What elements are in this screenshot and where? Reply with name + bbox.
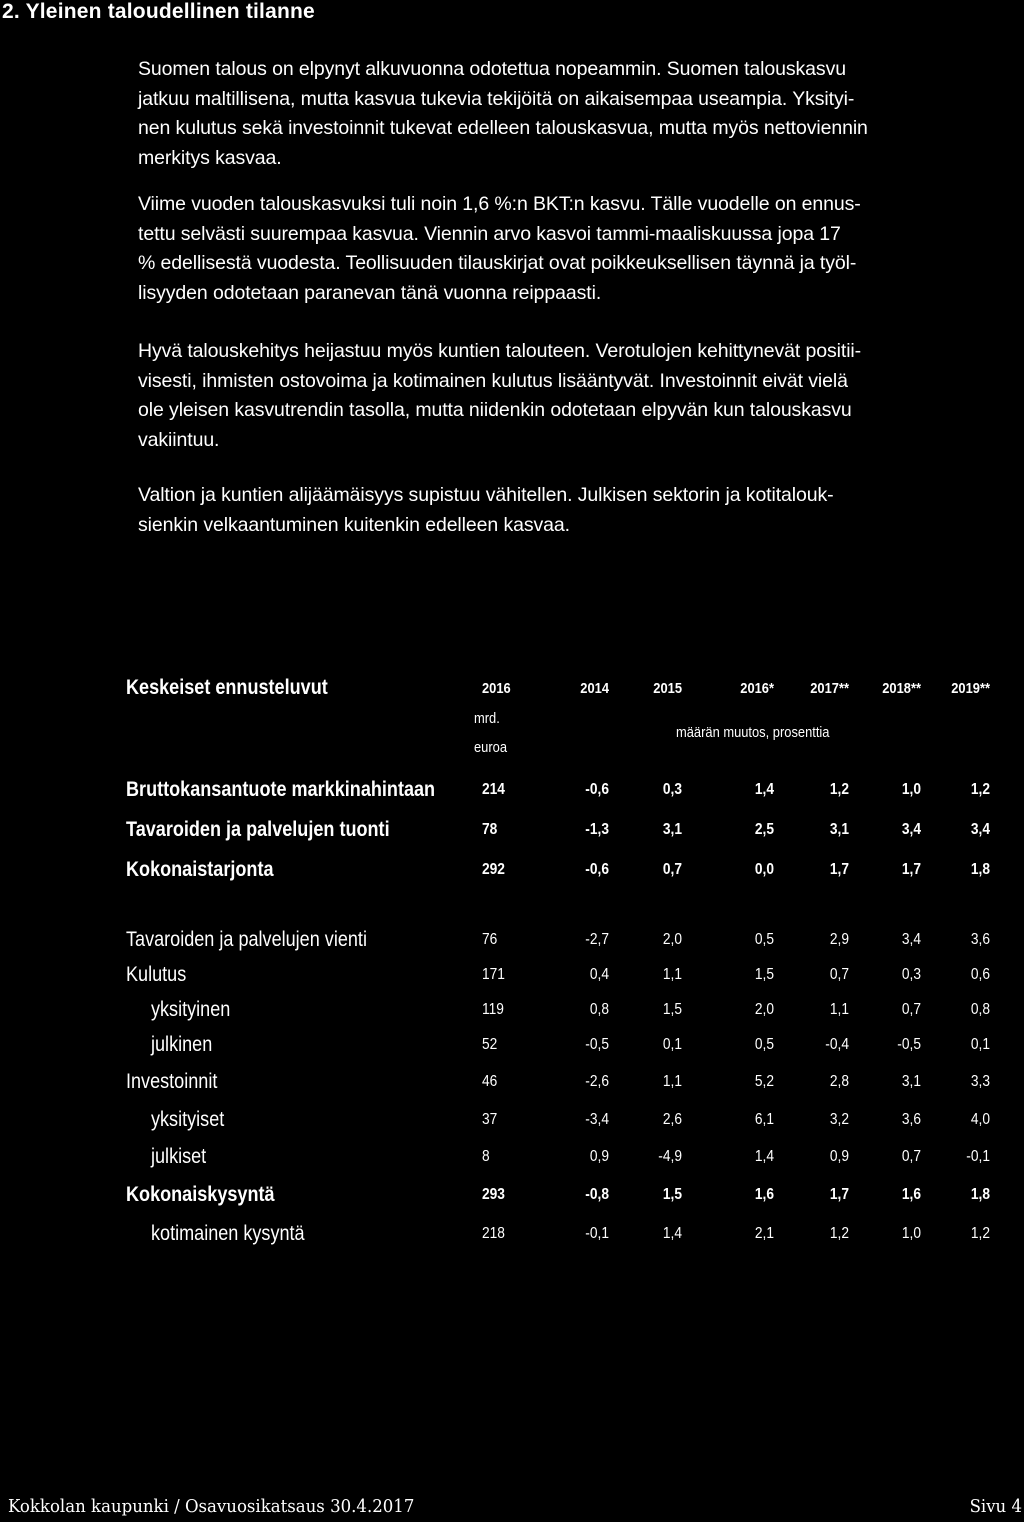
unit-label: mrd. [474,710,500,727]
table-cell: 76 [482,931,498,948]
paragraph-line: Viime vuoden talouskasvuksi tuli noin 1,6 %:n BKT:n kasvu. Tälle vuodelle on ennus- [138,193,861,215]
paragraph-line: ole yleisen kasvutrendin tasolla, mutta niidenkin odotetaan elpyvän kun talouskasvu [138,399,852,421]
paragraph-line: vakiintuu. [138,428,220,451]
row-label: Tavaroiden ja palvelujen tuonti [126,818,390,841]
table-cell: 1,4 [754,781,774,798]
table-cell: 214 [482,781,505,798]
table-cell: 1,4 [754,1148,774,1165]
paragraph-4 [138,481,1018,540]
table-row [0,818,1024,848]
table-cell: -0,8 [585,1186,609,1203]
table-cell: -0,6 [585,861,609,878]
row-label: Kulutus [126,963,187,986]
row-label: yksityiset [151,1108,225,1131]
table-cell: 1,6 [901,1186,921,1203]
row-label: kotimainen kysyntä [151,1222,305,1245]
table-cell: -0,1 [966,1148,990,1165]
row-label: yksityinen [151,998,231,1021]
table-cell: 2,9 [829,931,849,948]
table-cell: 2,1 [754,1225,774,1242]
table-cell: 1,0 [901,1225,921,1242]
paragraph-line: tettu selvästi suurempaa kasvua. Viennin arvo kasvoi tammi-maaliskuussa jopa 17 [138,222,841,245]
table-cell: -0,4 [825,1036,849,1053]
paragraph-line: Suomen talous on elpynyt alkuvuonna odotettua nopeammin. Suomen talouskasvu [138,58,846,80]
table-cell: 3,4 [901,821,921,838]
table-row [0,778,1024,808]
table-cell: 0,7 [829,966,849,983]
paragraph-line: lisyyden odotetaan paranevan tänä vuonna reippaasti. [138,281,602,304]
row-label: Investoinnit [126,1070,218,1093]
section-heading: 2. Yleinen taloudellinen tilanne [2,0,315,23]
column-header: 2014 [580,680,609,697]
paragraph-2 [138,190,1018,308]
table-cell: 0,0 [754,861,774,878]
table-row [0,928,1024,958]
table-cell: 1,5 [754,966,774,983]
table-cell: 2,0 [754,1001,774,1018]
paragraph-1 [138,55,1018,173]
table-cell: 3,6 [901,1111,921,1128]
table-cell: 1,7 [901,861,921,878]
table-cell: 0,8 [970,1001,990,1018]
table-cell: 0,9 [589,1148,609,1165]
table-cell: -0,1 [585,1225,609,1242]
row-label: Kokonaiskysyntä [126,1183,275,1206]
table-cell: 1,7 [829,1186,849,1203]
table-row [0,1033,1024,1063]
paragraph-line: merkitys kasvaa. [138,146,282,169]
unit-label: euroa [474,739,508,756]
table-cell: -1,3 [585,821,609,838]
table-cell: 0,9 [829,1148,849,1165]
table-cell: 3,2 [829,1111,849,1128]
table-cell: 1,8 [970,1186,990,1203]
table-row [0,1183,1024,1213]
table-title: Keskeiset ennusteluvut [126,676,328,699]
table-cell: 2,6 [662,1111,682,1128]
paragraph-line: % edellisestä vuodesta. Teollisuuden tilauskirjat ovat poikkeuksellisen täynnä ja työl- [138,252,857,274]
row-label: julkiset [151,1145,207,1168]
table-cell: 1,1 [829,1001,849,1018]
table-cell: 4,0 [970,1111,990,1128]
table-cell: 0,5 [754,931,774,948]
table-cell: 6,1 [754,1111,774,1128]
table-cell: 0,4 [589,966,609,983]
table-cell: -4,9 [658,1148,682,1165]
table-cell: 1,4 [662,1225,682,1242]
table-cell: 78 [482,821,498,838]
table-cell: 293 [482,1186,505,1203]
table-cell: 1,2 [829,1225,849,1242]
table-cell: 2,5 [754,821,774,838]
table-cell: 1,2 [970,781,990,798]
row-label: Tavaroiden ja palvelujen vienti [126,928,367,951]
table-header [0,676,1024,706]
table-cell: 3,1 [829,821,849,838]
table-cell: 171 [482,966,505,983]
table-cell: 37 [482,1111,498,1128]
paragraph-3 [138,337,1018,455]
table-cell: -2,7 [585,931,609,948]
table-cell: 52 [482,1036,498,1053]
table-cell: -0,5 [897,1036,921,1053]
table-cell: 2,0 [662,931,682,948]
column-header: 2015 [653,680,682,697]
table-row [0,963,1024,993]
table-cell: 0,7 [901,1148,921,1165]
table-cell: 0,6 [970,966,990,983]
page-number: Sivu 4 [969,1496,1022,1517]
table-cell: 0,3 [662,781,682,798]
column-header: 2018** [882,680,921,697]
table-cell: 0,3 [901,966,921,983]
footer-title: Kokkolan kaupunki / Osavuosikatsaus 30.4.2017 [8,1496,415,1517]
table-cell: -3,4 [585,1111,609,1128]
table-cell: 5,2 [754,1073,774,1090]
table-cell: 292 [482,861,505,878]
table-cell: 0,5 [754,1036,774,1053]
table-row [0,1108,1024,1138]
table-cell: -0,5 [585,1036,609,1053]
table-row [0,858,1024,888]
table-cell: 3,1 [662,821,682,838]
table-cell: 8 [482,1148,490,1165]
table-cell: 0,7 [901,1001,921,1018]
table-cell: 46 [482,1073,498,1090]
table-cell: 3,3 [970,1073,990,1090]
table-row [0,1145,1024,1175]
table-cell: -0,6 [585,781,609,798]
column-header: 2017** [810,680,849,697]
table-cell: 1,5 [662,1001,682,1018]
paragraph-line: sienkin velkaantuminen kuitenkin edelleen kasvaa. [138,513,570,536]
row-label: julkinen [151,1033,213,1056]
table-cell: 1,1 [662,966,682,983]
table-cell: 0,1 [662,1036,682,1053]
table-cell: 3,4 [970,821,990,838]
table-cell: -2,6 [585,1073,609,1090]
table-cell: 1,2 [970,1225,990,1242]
table-cell: 0,7 [662,861,682,878]
table-cell: 1,6 [754,1186,774,1203]
table-cell: 119 [482,1001,504,1018]
table-row [0,1222,1024,1252]
paragraph-line: visesti, ihmisten ostovoima ja kotimainen kulutus lisääntyvät. Investoinnit eivät vielä [138,369,848,392]
table-row [0,1070,1024,1100]
table-cell: 3,6 [970,931,990,948]
table-cell: 0,8 [589,1001,609,1018]
column-header: 2019** [951,680,990,697]
column-header: 2016 [482,680,511,697]
paragraph-line: jatkuu maltillisena, mutta kasvua tukevia tekijöitä on aikaisempaa useampia. Yksityi- [138,87,855,110]
table-cell: 0,1 [970,1036,990,1053]
row-label: Kokonaistarjonta [126,858,274,881]
table-cell: 3,1 [901,1073,921,1090]
row-label: Bruttokansantuote markkinahintaan [126,778,436,801]
paragraph-line: Valtion ja kuntien alijäämäisyys supistuu vähitellen. Julkisen sektorin ja kotitalouk- [138,484,834,506]
table-row [0,998,1024,1028]
table-cell: 1,2 [829,781,849,798]
table-cell: 1,7 [829,861,849,878]
table-cell: 2,8 [829,1073,849,1090]
table-cell: 1,1 [662,1073,682,1090]
column-header: 2016* [740,680,774,697]
change-unit-label: määrän muutos, prosenttia [676,724,830,741]
table-cell: 218 [482,1225,505,1242]
table-cell: 3,4 [901,931,921,948]
table-cell: 1,5 [662,1186,682,1203]
table-cell: 1,0 [901,781,921,798]
paragraph-line: nen kulutus sekä investoinnit tukevat edelleen talouskasvua, mutta myös nettoviennin [138,117,868,139]
table-cell: 1,8 [970,861,990,878]
paragraph-line: Hyvä talouskehitys heijastuu myös kuntien talouteen. Verotulojen kehittynevät positii- [138,340,862,362]
